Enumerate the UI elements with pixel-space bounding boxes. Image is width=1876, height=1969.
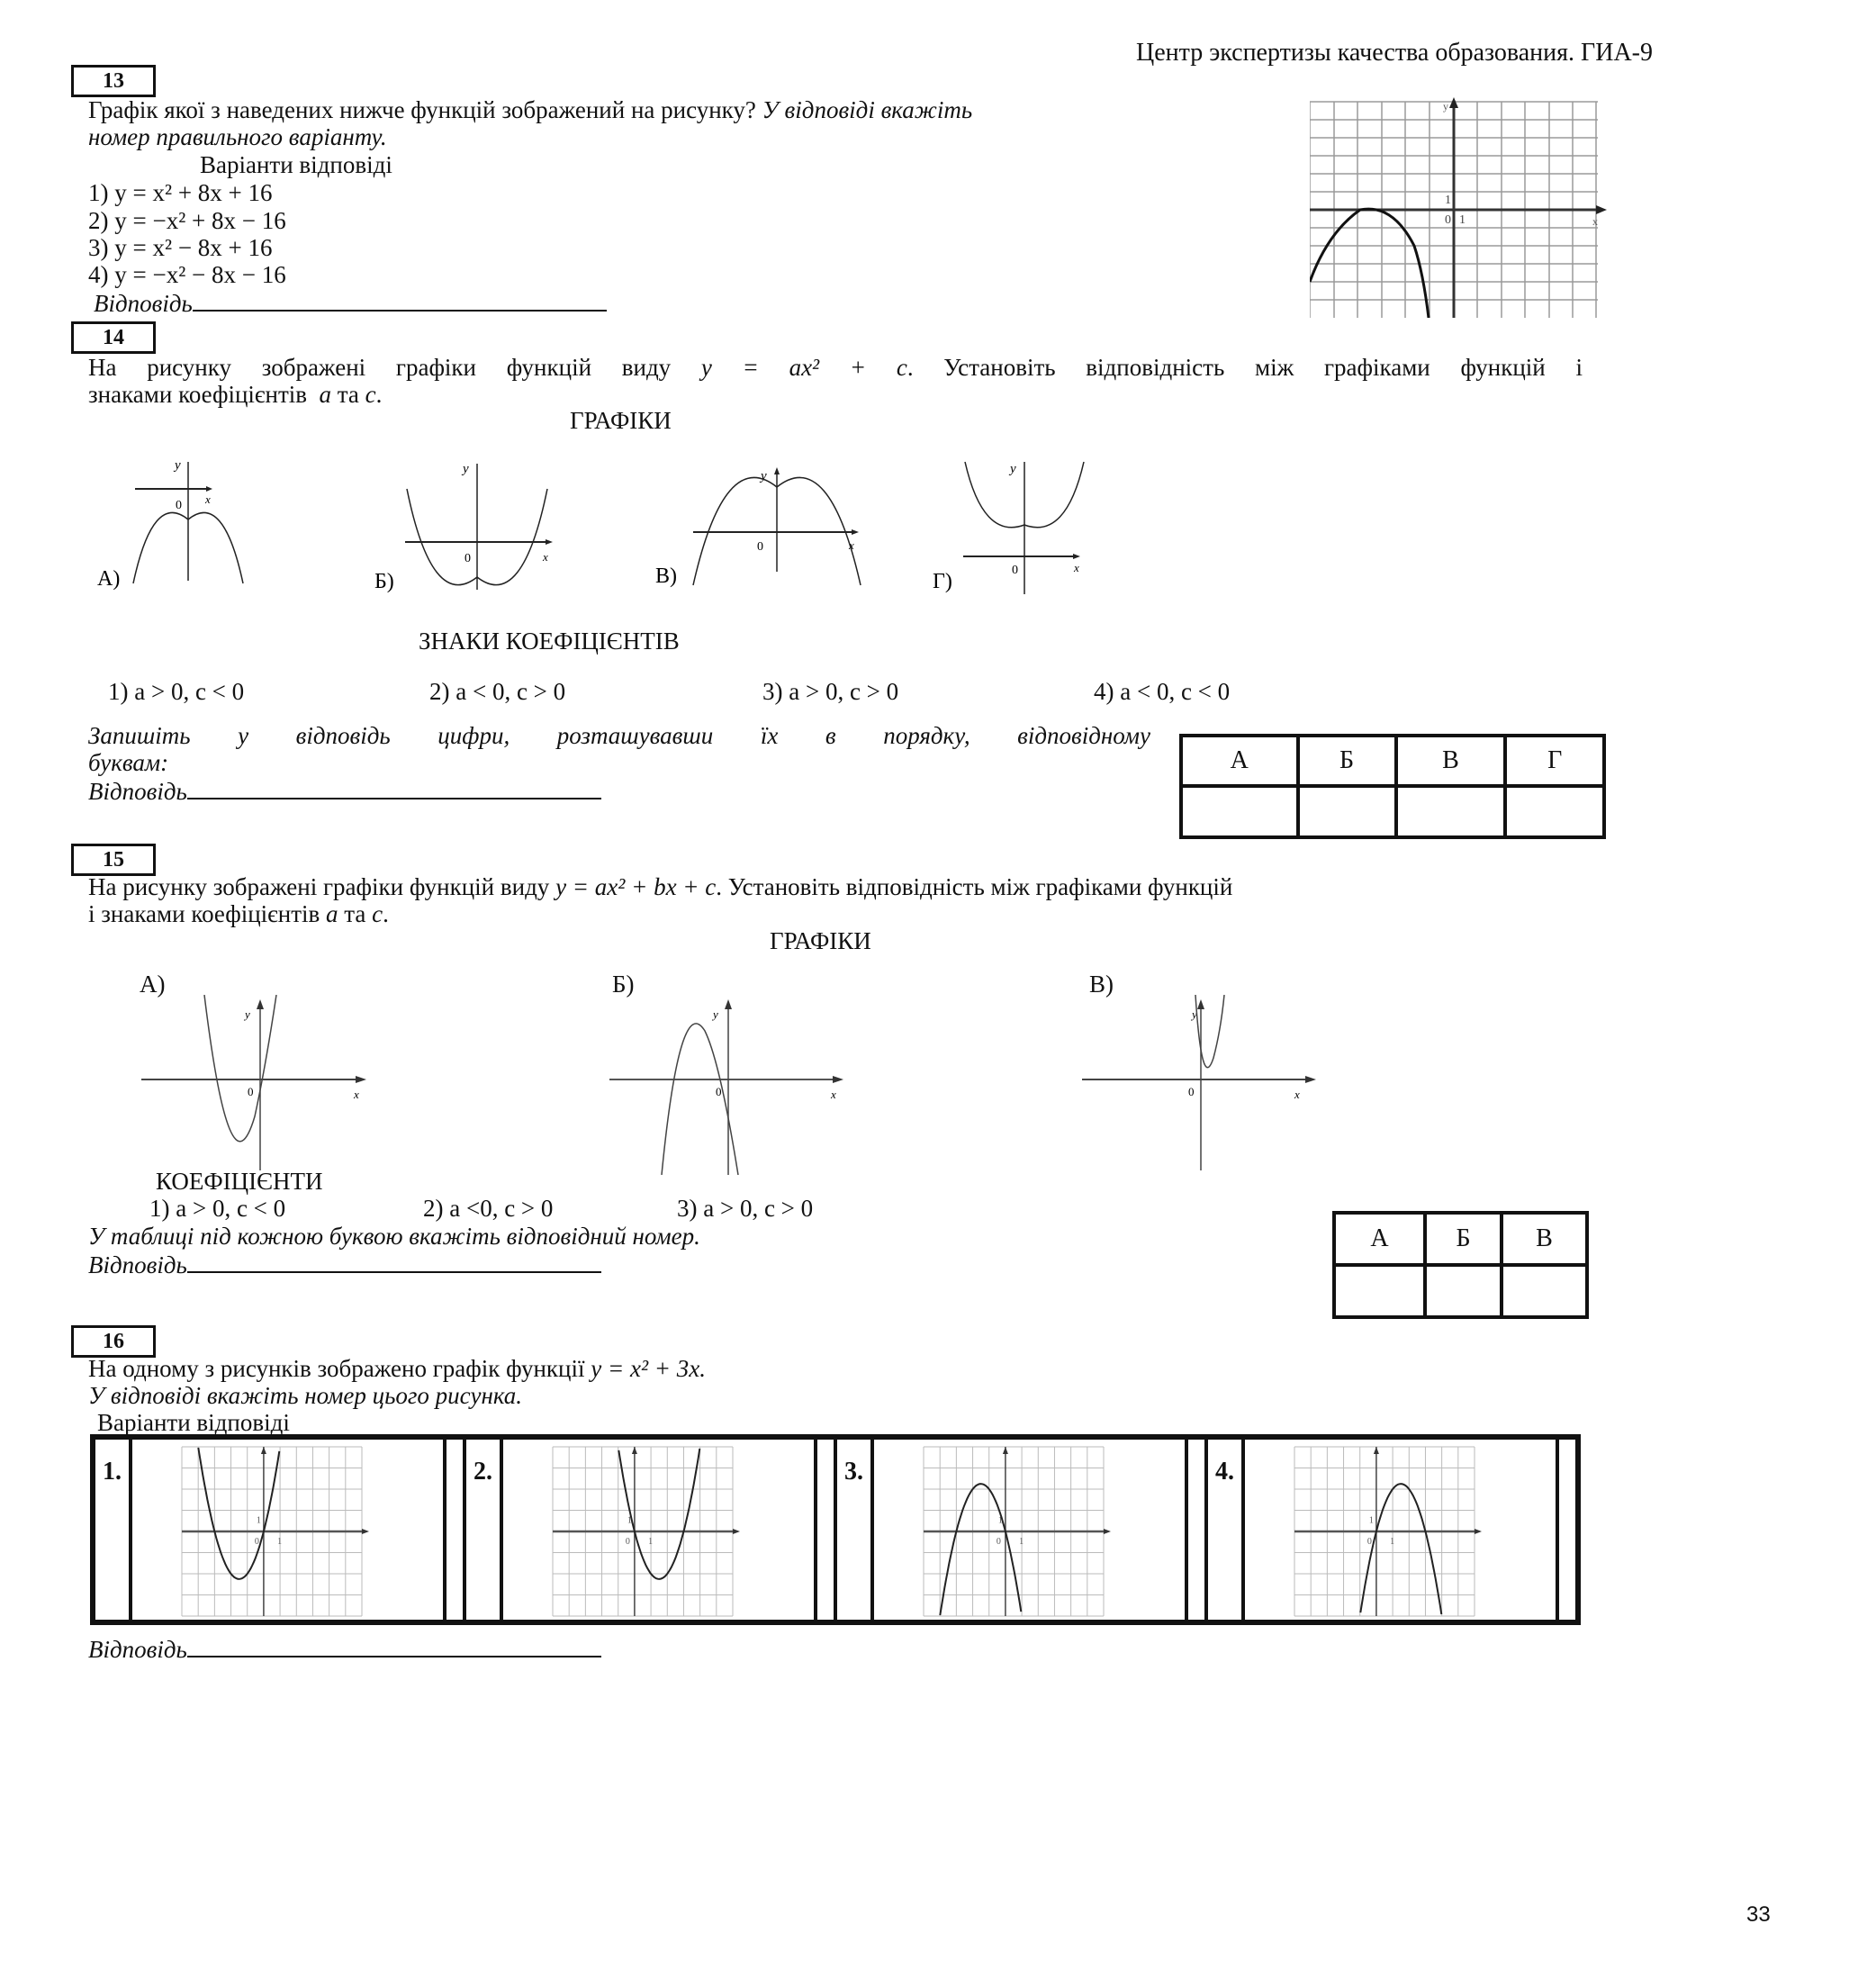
y-axis-arrow-icon [1197, 999, 1204, 1009]
q15-graph-v [1080, 995, 1323, 1175]
origin-label: 0 [1188, 1085, 1195, 1098]
q16-graph-4 [1245, 1440, 1556, 1620]
q14-graph-label-v: В) [655, 565, 677, 588]
q13-answer-field[interactable] [193, 288, 607, 312]
parabola [662, 1024, 738, 1175]
unit-y-label: 1 [627, 1515, 632, 1526]
q13-option-2: 2) y = −x² + 8x − 16 [88, 207, 286, 234]
q13-options-title: Варіанти відповіді [200, 151, 392, 178]
y-axis-arrow-icon [1002, 1447, 1007, 1454]
parabola [204, 995, 276, 1142]
q13-y-axis-arrow-icon [1449, 97, 1458, 108]
q15-coef-c: c [372, 900, 383, 927]
unit-x-label: 1 [276, 1537, 282, 1547]
x-axis-arrow-icon [852, 529, 859, 535]
q14-instruction-1: Запишіть у відповідь цифри, розташувавши їх в порядку, відповідному [88, 722, 1150, 749]
q14-text-3: знаками коефіцієнтів [88, 381, 307, 408]
q14-table-header-a: А [1181, 736, 1298, 786]
q15-table-cell-b[interactable] [1425, 1265, 1502, 1317]
q15-instruction: У таблиці під кожною буквою вкажіть відповідний номер. [88, 1223, 700, 1250]
q16-option-3[interactable] [874, 1440, 1188, 1620]
q16-graph-1 [132, 1440, 443, 1620]
q14-prompt-line-2: знаками коефіцієнтів a та c. [88, 381, 383, 408]
q16-answer-field[interactable] [187, 1634, 601, 1657]
q16-separator [1559, 1440, 1575, 1620]
q15-text-2: . Установіть відповідність між графіками функцій [716, 873, 1233, 900]
q14-answer-label: Відповідь [88, 778, 187, 805]
y-axis-arrow-icon [260, 1447, 266, 1454]
q15-graph-b [608, 995, 851, 1175]
q16-prompt [88, 1355, 706, 1382]
y-label: y [1010, 462, 1016, 476]
q13-text-italic-1: У відповіді вкажіть [762, 96, 973, 123]
x-axis-arrow-icon [1475, 1529, 1482, 1534]
x-axis-arrow-icon [833, 1076, 843, 1083]
q13-unit-y-label: 1 [1445, 194, 1451, 207]
unit-x-label: 1 [1389, 1537, 1394, 1547]
q14-answer-field[interactable] [187, 776, 601, 799]
origin-label: 0 [176, 499, 182, 512]
q14-coef-c: c [365, 381, 376, 408]
y-axis-arrow-icon [631, 1447, 636, 1454]
x-axis-arrow-icon [356, 1076, 366, 1083]
q14-instruction-2: буквам: [88, 749, 169, 776]
q15-graph-label-b: Б) [612, 971, 635, 998]
q16-formula: y = x² + 3x. [591, 1355, 706, 1382]
q14-graph-a [90, 455, 261, 590]
q13-unit-x-label: 1 [1459, 213, 1466, 227]
q13-text-italic-2: номер правильного варіанту. [88, 123, 387, 150]
x-axis-arrow-icon [546, 539, 553, 545]
question-number-16: 16 [71, 1325, 156, 1358]
x-axis-arrow-icon [206, 486, 212, 492]
q14-graph-g [927, 455, 1098, 599]
x-label: x [354, 1088, 359, 1101]
q15-table-cell-a[interactable] [1334, 1265, 1425, 1317]
q14-answer-row [88, 776, 601, 805]
q14-conj: та [337, 381, 359, 408]
q14-text-2: . Установіть відповідність між графіками функцій і [906, 354, 1583, 381]
q14-signs-title: ЗНАКИ КОЕФІЦІЄНТІВ [419, 628, 680, 655]
q14-table-header-v: В [1396, 736, 1506, 786]
q15-coef-1: 1) a > 0, c < 0 [149, 1195, 286, 1222]
q14-graph-label-a: А) [97, 567, 121, 590]
q15-answer-row [88, 1250, 601, 1278]
y-label: y [245, 1007, 250, 1021]
x-label: x [205, 492, 211, 506]
q15-graph-label-a: А) [140, 971, 166, 998]
q13-answer-label: Відповідь [94, 290, 193, 317]
q16-option-4[interactable] [1245, 1440, 1559, 1620]
q16-answer-label: Відповідь [88, 1636, 187, 1663]
unit-y-label: 1 [256, 1515, 261, 1526]
q13-text: Графік якої з наведених нижче функцій зображений на рисунку? [88, 96, 756, 123]
q13-option-1: 1) y = x² + 8x + 16 [88, 179, 273, 206]
q15-coef-2: 2) a <0, c > 0 [423, 1195, 554, 1222]
q14-sign-3: 3) a > 0, c > 0 [762, 678, 899, 705]
q14-sign-2: 2) a < 0, c > 0 [429, 678, 566, 705]
parabola [198, 1448, 279, 1579]
question-number-13: 13 [71, 65, 156, 97]
q16-options-table [90, 1434, 1581, 1625]
origin-label: 0 [996, 1537, 1001, 1547]
q13-x-label: x [1592, 215, 1598, 228]
q14-graph-b [369, 455, 558, 594]
y-label: y [463, 462, 469, 476]
x-axis-arrow-icon [733, 1529, 740, 1534]
y-label: y [713, 1007, 718, 1021]
question-number-15: 15 [71, 844, 156, 876]
x-axis-arrow-icon [362, 1529, 369, 1534]
unit-x-label: 1 [1018, 1537, 1024, 1547]
q16-instruction: У відповіді вкажіть номер цього рисунка. [88, 1382, 523, 1409]
x-axis-arrow-icon [1305, 1076, 1316, 1083]
origin-label: 0 [254, 1537, 259, 1547]
q15-prompt-line-2: і знаками коефіцієнтів a та c. [88, 900, 389, 927]
x-label: x [1074, 561, 1079, 574]
q15-table-header-v: В [1502, 1213, 1587, 1265]
q13-prompt [88, 96, 1278, 123]
q16-text: На одному з рисунків зображено графік функції [88, 1355, 585, 1382]
q16-separator [817, 1440, 837, 1620]
page-header-title: Центр экспертизы качества образования. ГИА-9 [1136, 39, 1653, 67]
q14-prompt-line-1 [88, 354, 1583, 381]
q16-answer-row [88, 1634, 601, 1663]
q16-options-title: Варіанти відповіді [97, 1409, 290, 1436]
q14-sign-1: 1) a > 0, c < 0 [108, 678, 245, 705]
unit-x-label: 1 [647, 1537, 653, 1547]
q14-formula: y = ax² + c [700, 354, 907, 381]
q16-option-number-2: 2. [466, 1440, 503, 1620]
q15-conj: та [344, 900, 366, 927]
q14-graph-label-g: Г) [933, 570, 952, 593]
x-axis-arrow-icon [1073, 554, 1080, 559]
q14-table-cell-g[interactable] [1505, 786, 1604, 837]
origin-label: 0 [1366, 1537, 1372, 1547]
q15-formula: y = ax² + bx + c [555, 873, 717, 900]
origin-label: 0 [248, 1085, 254, 1098]
q15-table-cell-v[interactable] [1502, 1265, 1587, 1317]
q13-option-4: 4) y = −x² − 8x − 16 [88, 261, 286, 288]
q13-option-3: 3) y = x² − 8x + 16 [88, 234, 273, 261]
q16-separator [1188, 1440, 1208, 1620]
origin-label: 0 [464, 552, 471, 565]
unit-y-label: 1 [1368, 1515, 1374, 1526]
q13-y-label: y [1443, 100, 1448, 113]
x-label: x [831, 1088, 836, 1101]
q15-prompt-line-1 [88, 873, 1232, 900]
origin-label: 0 [625, 1537, 630, 1547]
q16-graph-2 [503, 1440, 814, 1620]
unit-y-label: 1 [997, 1515, 1003, 1526]
parabola [940, 1484, 1021, 1615]
q14-graph-v [648, 455, 864, 590]
q14-answer-table [1179, 734, 1606, 839]
x-label: x [543, 550, 548, 564]
q15-answer-field[interactable] [187, 1250, 601, 1273]
q16-option-number-4: 4. [1208, 1440, 1245, 1620]
y-axis-arrow-icon [774, 467, 780, 474]
question-number-14: 14 [71, 321, 156, 354]
q16-option-number-1: 1. [95, 1440, 132, 1620]
x-label: x [1294, 1088, 1300, 1101]
q13-answer-row [94, 288, 607, 317]
q16-option-number-3: 3. [837, 1440, 874, 1620]
y-axis-arrow-icon [257, 999, 264, 1009]
y-axis-arrow-icon [1373, 1447, 1378, 1454]
q16-graph-3 [874, 1440, 1185, 1620]
y-label: y [761, 469, 767, 483]
q15-table-header-b: Б [1425, 1213, 1502, 1265]
q16-option-2[interactable] [503, 1440, 817, 1620]
q14-text-1: На рисунку зображені графіки функцій виду [88, 354, 672, 381]
y-label: y [1192, 1007, 1197, 1021]
q15-coef-3: 3) a > 0, c > 0 [677, 1195, 814, 1222]
q14-graphs-title: ГРАФІКИ [570, 407, 672, 434]
y-axis-arrow-icon [725, 999, 732, 1009]
page-number: 33 [1746, 1902, 1771, 1927]
q14-table-cell-a[interactable] [1181, 786, 1298, 837]
y-label: y [175, 458, 181, 473]
q14-graph-label-b: Б) [374, 570, 394, 593]
origin-label: 0 [716, 1085, 722, 1098]
q16-separator [446, 1440, 466, 1620]
q13-x-axis-arrow-icon [1596, 205, 1607, 214]
q15-answer-table [1332, 1211, 1589, 1319]
q15-text-1: На рисунку зображені графіки функцій виду [88, 873, 550, 900]
q13-graph [1310, 97, 1607, 318]
q14-table-cell-v[interactable] [1396, 786, 1506, 837]
origin-label: 0 [757, 540, 763, 554]
origin-label: 0 [1012, 564, 1018, 577]
q15-coef-title: КОЕФІЦІЄНТИ [156, 1168, 323, 1195]
q15-text-3: і знаками коефіцієнтів [88, 900, 320, 927]
q15-graph-label-v: В) [1089, 971, 1114, 998]
x-axis-arrow-icon [1104, 1529, 1111, 1534]
q15-coef-a: a [326, 900, 338, 927]
q16-option-1[interactable] [132, 1440, 446, 1620]
q14-coef-a: a [319, 381, 331, 408]
q14-table-header-g: Г [1505, 736, 1604, 786]
q15-graphs-title: ГРАФІКИ [770, 927, 871, 954]
q14-table-cell-b[interactable] [1298, 786, 1396, 837]
q15-answer-label: Відповідь [88, 1251, 187, 1278]
q13-origin-label: 0 [1445, 213, 1451, 227]
q15-graph-a [140, 995, 374, 1175]
q14-table-header-b: Б [1298, 736, 1396, 786]
x-label: x [849, 538, 854, 552]
q15-table-header-a: А [1334, 1213, 1425, 1265]
q14-sign-4: 4) a < 0, c < 0 [1094, 678, 1231, 705]
